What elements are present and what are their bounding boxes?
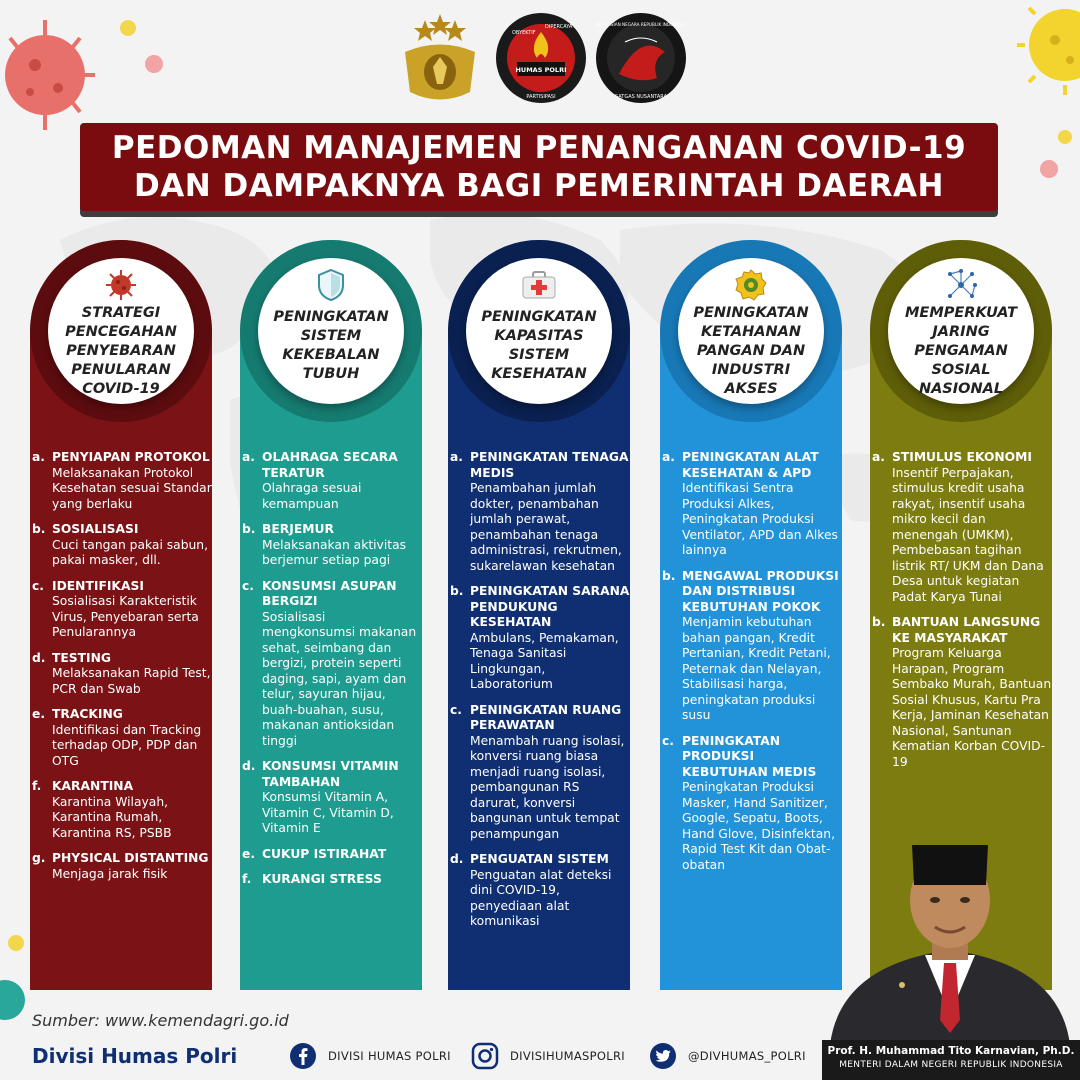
minister-role: MENTERI DALAM NEGERI REPUBLIK INDONESIA <box>839 1060 1063 1070</box>
list-item-title <box>32 450 212 466</box>
list-item <box>32 450 212 512</box>
column-item-list <box>242 450 422 898</box>
emblem-icon <box>735 268 767 302</box>
list-item-letter: d. <box>450 852 464 866</box>
column-item-list <box>662 450 842 883</box>
column-item-list <box>32 450 212 892</box>
list-item-description: Menjaga jarak fisik <box>52 866 168 881</box>
minister-portrait <box>820 815 1080 1045</box>
list-item <box>662 734 842 874</box>
list-item-title-text: KONSUMSI VITAMIN TAMBAHAN <box>262 759 399 789</box>
shield-icon <box>316 268 346 302</box>
list-item-title-text: BANTUAN LANGSUNG KE MASYARAKAT <box>892 615 1041 645</box>
virus-decoration-right <box>1015 0 1080 110</box>
list-item-letter: a. <box>662 450 675 464</box>
humas-polri-logo <box>495 12 587 104</box>
virus-dot <box>1058 130 1072 144</box>
humas-logo-bottom-text: PARTISIPASI <box>526 94 556 100</box>
list-item-description: Identifikasi Sentra Produksi Alkes, Peningkatan Produksi Ventilator, APD dan Alkes lainnya <box>682 481 838 557</box>
list-item-description: Olahraga sesuai kemampuan <box>262 481 362 511</box>
list-item-letter: f. <box>32 779 42 793</box>
list-item-title-text: PENINGKATAN TENAGA MEDIS <box>470 450 629 480</box>
instagram-link[interactable] <box>470 1040 625 1072</box>
list-item-description: Sosialisasi mengkonsumsi makanan sehat, seimbang dan bergizi, protein seperti daging, sapi, ayam dan telur, sayuran hijau, buah-buahan, susu, makanan antioksidan tinggi <box>262 609 417 748</box>
list-item-letter: a. <box>450 450 463 464</box>
list-item-letter: b. <box>242 522 256 536</box>
list-item <box>32 851 212 882</box>
list-item-title-text: PENINGKATAN RUANG PERAWATAN <box>470 702 622 732</box>
column-heading-disc <box>258 258 404 404</box>
list-item-description: Menambah ruang isolasi, konversi ruang biasa menjadi ruang isolasi, pembangunan RS darurat, konversi bangunan untuk tempat penampungan <box>470 733 625 841</box>
column-heading: PENINGKATAN KETAHANAN PANGAN DAN INDUSTRI AKSES <box>693 305 809 397</box>
list-item-description: Insentif Perpajakan, stimulus kredit usaha rakyat, insentif usaha mikro kecil dan menengah (UMKM), Pembebasan tagihan listrik RT/ UKM dan Dana Desa untuk kegiatan Padat Karya Tunai <box>892 465 1044 604</box>
column-heading: PENINGKATAN KAPASITAS SISTEM KESEHATAN <box>481 309 597 382</box>
virus-decoration-left <box>0 10 110 130</box>
list-item <box>242 579 422 750</box>
list-item-description: Peningkatan Produksi Masker, Hand Sanitizer, Google, Sepatu, Boots, Hand Glove, Disinfektan, Rapid Test Kit dan Obat-obatan <box>682 780 835 872</box>
list-item <box>32 707 212 769</box>
list-item-description: Sosialisasi Karakteristik Virus, Penyebaran serta Penularannya <box>52 594 199 639</box>
list-item-title <box>242 522 422 538</box>
twitter-handle: @DIVHUMAS_POLRI <box>688 1049 806 1063</box>
list-item-title-text: OLAHRAGA SECARA TERATUR <box>262 450 398 480</box>
virus-dot <box>1040 160 1058 178</box>
list-item-title <box>242 759 422 790</box>
list-item-description: Melaksanakan Rapid Test, PCR dan Swab <box>52 666 211 696</box>
list-item <box>872 615 1052 770</box>
list-item-title-text: KARANTINA <box>52 779 134 793</box>
minister-name: Prof. H. Muhammad Tito Karnavian, Ph.D. <box>827 1045 1075 1057</box>
column-kapasitas-kesehatan <box>448 240 630 990</box>
column-heading-disc <box>888 258 1034 404</box>
list-item-title-text: PENYIAPAN PROTOKOL <box>52 450 210 464</box>
list-item-letter: d. <box>242 759 256 773</box>
list-item-title-text: IDENTIFIKASI <box>52 578 144 593</box>
column-strategi-pencegahan <box>30 240 212 990</box>
humas-logo-right-text: DIPERCAYA <box>545 24 573 30</box>
list-item-letter: a. <box>872 450 885 464</box>
column-sistem-kekebalan <box>240 240 422 990</box>
column-heading: PENINGKATAN SISTEM KEKEBALAN TUBUH <box>273 309 389 382</box>
list-item-letter: a. <box>242 450 255 464</box>
list-item <box>32 522 212 569</box>
list-item <box>662 450 842 559</box>
list-item-letter: e. <box>32 707 46 721</box>
list-item-title <box>32 707 212 723</box>
list-item <box>32 779 212 841</box>
humas-logo-text: HUMAS POLRI <box>515 66 567 74</box>
title-banner <box>80 123 998 211</box>
list-item-title-text: STIMULUS EKONOMI <box>892 450 1032 464</box>
twitter-link[interactable] <box>648 1040 806 1072</box>
list-item-letter: c. <box>32 578 44 593</box>
facebook-link[interactable] <box>288 1040 451 1072</box>
list-item-title-text: MENGAWAL PRODUKSI DAN DISTRIBUSI KEBUTUHAN POKOK <box>682 568 839 614</box>
list-item-title <box>32 651 212 667</box>
list-item <box>242 847 422 863</box>
list-item-letter: b. <box>32 522 46 536</box>
list-item <box>450 703 630 843</box>
list-item-letter: g. <box>32 851 46 865</box>
list-item <box>662 569 842 724</box>
list-item-title <box>32 579 212 595</box>
list-item-title <box>242 847 422 863</box>
list-item-title-text: PENGUATAN SISTEM <box>470 852 609 866</box>
list-item-description: Penguatan alat deteksi dini COVID-19, penyediaan alat komunikasi <box>470 867 612 928</box>
list-item-title <box>32 851 212 867</box>
list-item-title <box>32 779 212 795</box>
network-icon <box>944 268 978 302</box>
column-item-list <box>450 450 630 940</box>
list-item-description: Penambahan jumlah dokter, penambahan jumlah perawat, penambahan tenaga administrasi, rekrutmen, sukarelawan kesehatan <box>470 481 622 573</box>
list-item-title-text: PENINGKATAN ALAT KESEHATAN & APD <box>682 450 819 480</box>
list-item <box>242 450 422 512</box>
column-ketahanan-pangan <box>660 240 842 990</box>
twitter-icon <box>648 1041 678 1071</box>
satgas-nusantara-logo <box>595 12 687 104</box>
list-item-title <box>662 569 842 616</box>
list-item-title-text: TESTING <box>52 650 111 665</box>
list-item-title <box>450 852 630 868</box>
list-item-title <box>450 450 630 481</box>
medical-kit-icon <box>521 268 557 302</box>
list-item-title-text: TRACKING <box>52 707 123 721</box>
satgas-logo-bottom-text: SATGAS NUSANTARA <box>614 94 668 100</box>
list-item-description: Melaksanakan aktivitas berjemur setiap pagi <box>262 537 407 567</box>
humas-logo-left-text: OBYEKTIF <box>512 30 536 36</box>
list-item-title-text: CUKUP ISTIRAHAT <box>262 846 387 861</box>
list-item-title <box>242 579 422 610</box>
list-item <box>450 852 630 930</box>
list-item-title <box>242 450 422 481</box>
list-item-title <box>450 584 630 631</box>
list-item-description: Ambulans, Pemakaman, Tenaga Sanitasi Lingkungan, Laboratorium <box>470 630 619 691</box>
list-item <box>32 651 212 698</box>
list-item-letter: b. <box>872 615 886 629</box>
list-item-title <box>872 615 1052 646</box>
virus-dot <box>120 20 136 36</box>
list-item <box>242 872 422 888</box>
list-item-title-text: PENINGKATAN PRODUKSI KEBUTUHAN MEDIS <box>682 733 817 779</box>
list-item-letter: d. <box>32 650 46 665</box>
column-heading-disc <box>48 258 194 404</box>
list-item-title-text: PHYSICAL DISTANTING <box>52 851 209 865</box>
list-item-title <box>872 450 1052 466</box>
list-item-title <box>242 872 422 888</box>
list-item-title <box>450 703 630 734</box>
list-item-title-text: SOSIALISASI <box>52 522 139 536</box>
logo-group <box>390 12 690 112</box>
list-item-title-text: PENINGKATAN SARANA PENDUKUNG KESEHATAN <box>470 584 630 629</box>
list-item-letter: f. <box>242 872 252 886</box>
list-item <box>450 450 630 574</box>
list-item-description: Cuci tangan pakai sabun, pakai masker, dll. <box>52 537 209 567</box>
list-item-title-text: BERJEMUR <box>262 522 334 536</box>
column-heading-disc <box>466 258 612 404</box>
list-item-title-text: KURANGI STRESS <box>262 872 382 886</box>
list-item-letter: b. <box>450 584 464 598</box>
column-item-list <box>872 450 1052 780</box>
list-item-title <box>662 734 842 781</box>
column-heading: MEMPERKUAT JARING PENGAMAN SOSIAL NASIONAL <box>904 305 1018 397</box>
page-title-line-2: DAN DAMPAKNYA BAGI PEMERINTAH DAERAH <box>134 168 944 204</box>
list-item-letter: b. <box>662 568 676 583</box>
virus-decoration-bottom-left <box>0 965 30 1035</box>
virus-dot <box>8 935 24 951</box>
list-item-description: Karantina Wilayah, Karantina Rumah, Karantina RS, PSBB <box>52 794 172 840</box>
brand-text: Divisi Humas Polri <box>32 1044 238 1068</box>
list-item-letter: c. <box>450 702 462 717</box>
list-item-letter: e. <box>242 846 256 861</box>
source-text: Sumber: www.kemendagri.go.id <box>32 1011 289 1030</box>
list-item <box>242 759 422 837</box>
facebook-icon <box>288 1041 318 1071</box>
list-item-letter: c. <box>662 733 674 748</box>
column-heading: STRATEGI PENCEGAHAN PENYEBARAN PENULARAN COVID-19 <box>65 305 177 397</box>
list-item-title-text: KONSUMSI ASUPAN BERGIZI <box>262 578 397 608</box>
list-item-title <box>662 450 842 481</box>
column-heading-disc <box>678 258 824 404</box>
list-item <box>872 450 1052 605</box>
list-item-description: Identifikasi dan Tracking terhadap ODP, PDP dan OTG <box>52 722 202 768</box>
list-item <box>32 579 212 641</box>
list-item-description: Program Keluarga Harapan, Program Sembako Murah, Bantuan Sosial Khusus, Kartu Pra Kerja, Jaminan Kesehatan Nasional, Santunan Kematian Korban COVID-19 <box>892 646 1052 769</box>
minister-name-bar <box>822 1040 1080 1080</box>
satgas-logo-top-text: KEPOLISIAN NEGARA REPUBLIK INDONESIA <box>596 22 686 27</box>
polri-badge-logo <box>395 12 485 107</box>
page-title-line-1: PEDOMAN MANAJEMEN PENANGANAN COVID-19 <box>111 130 967 166</box>
virus-icon <box>104 268 138 302</box>
list-item-description: Menjamin kebutuhan bahan pangan, Kredit Pertanian, Kredit Petani, Peternak dan Nelayan, Stabilisasi harga, peningkatan produksi susu <box>682 615 831 722</box>
list-item-letter: a. <box>32 450 45 464</box>
list-item-title <box>32 522 212 538</box>
list-item <box>242 522 422 569</box>
list-item-description: Konsumsi Vitamin A, Vitamin C, Vitamin D, Vitamin E <box>262 790 394 835</box>
list-item-description: Melaksanakan Protokol Kesehatan sesuai Standar yang berlaku <box>52 465 212 511</box>
instagram-icon <box>470 1041 500 1071</box>
facebook-handle: DIVISI HUMAS POLRI <box>328 1049 451 1063</box>
instagram-handle: DIVISIHUMASPOLRI <box>510 1049 625 1063</box>
list-item-letter: c. <box>242 578 254 593</box>
list-item <box>450 584 630 693</box>
virus-dot <box>145 55 163 73</box>
